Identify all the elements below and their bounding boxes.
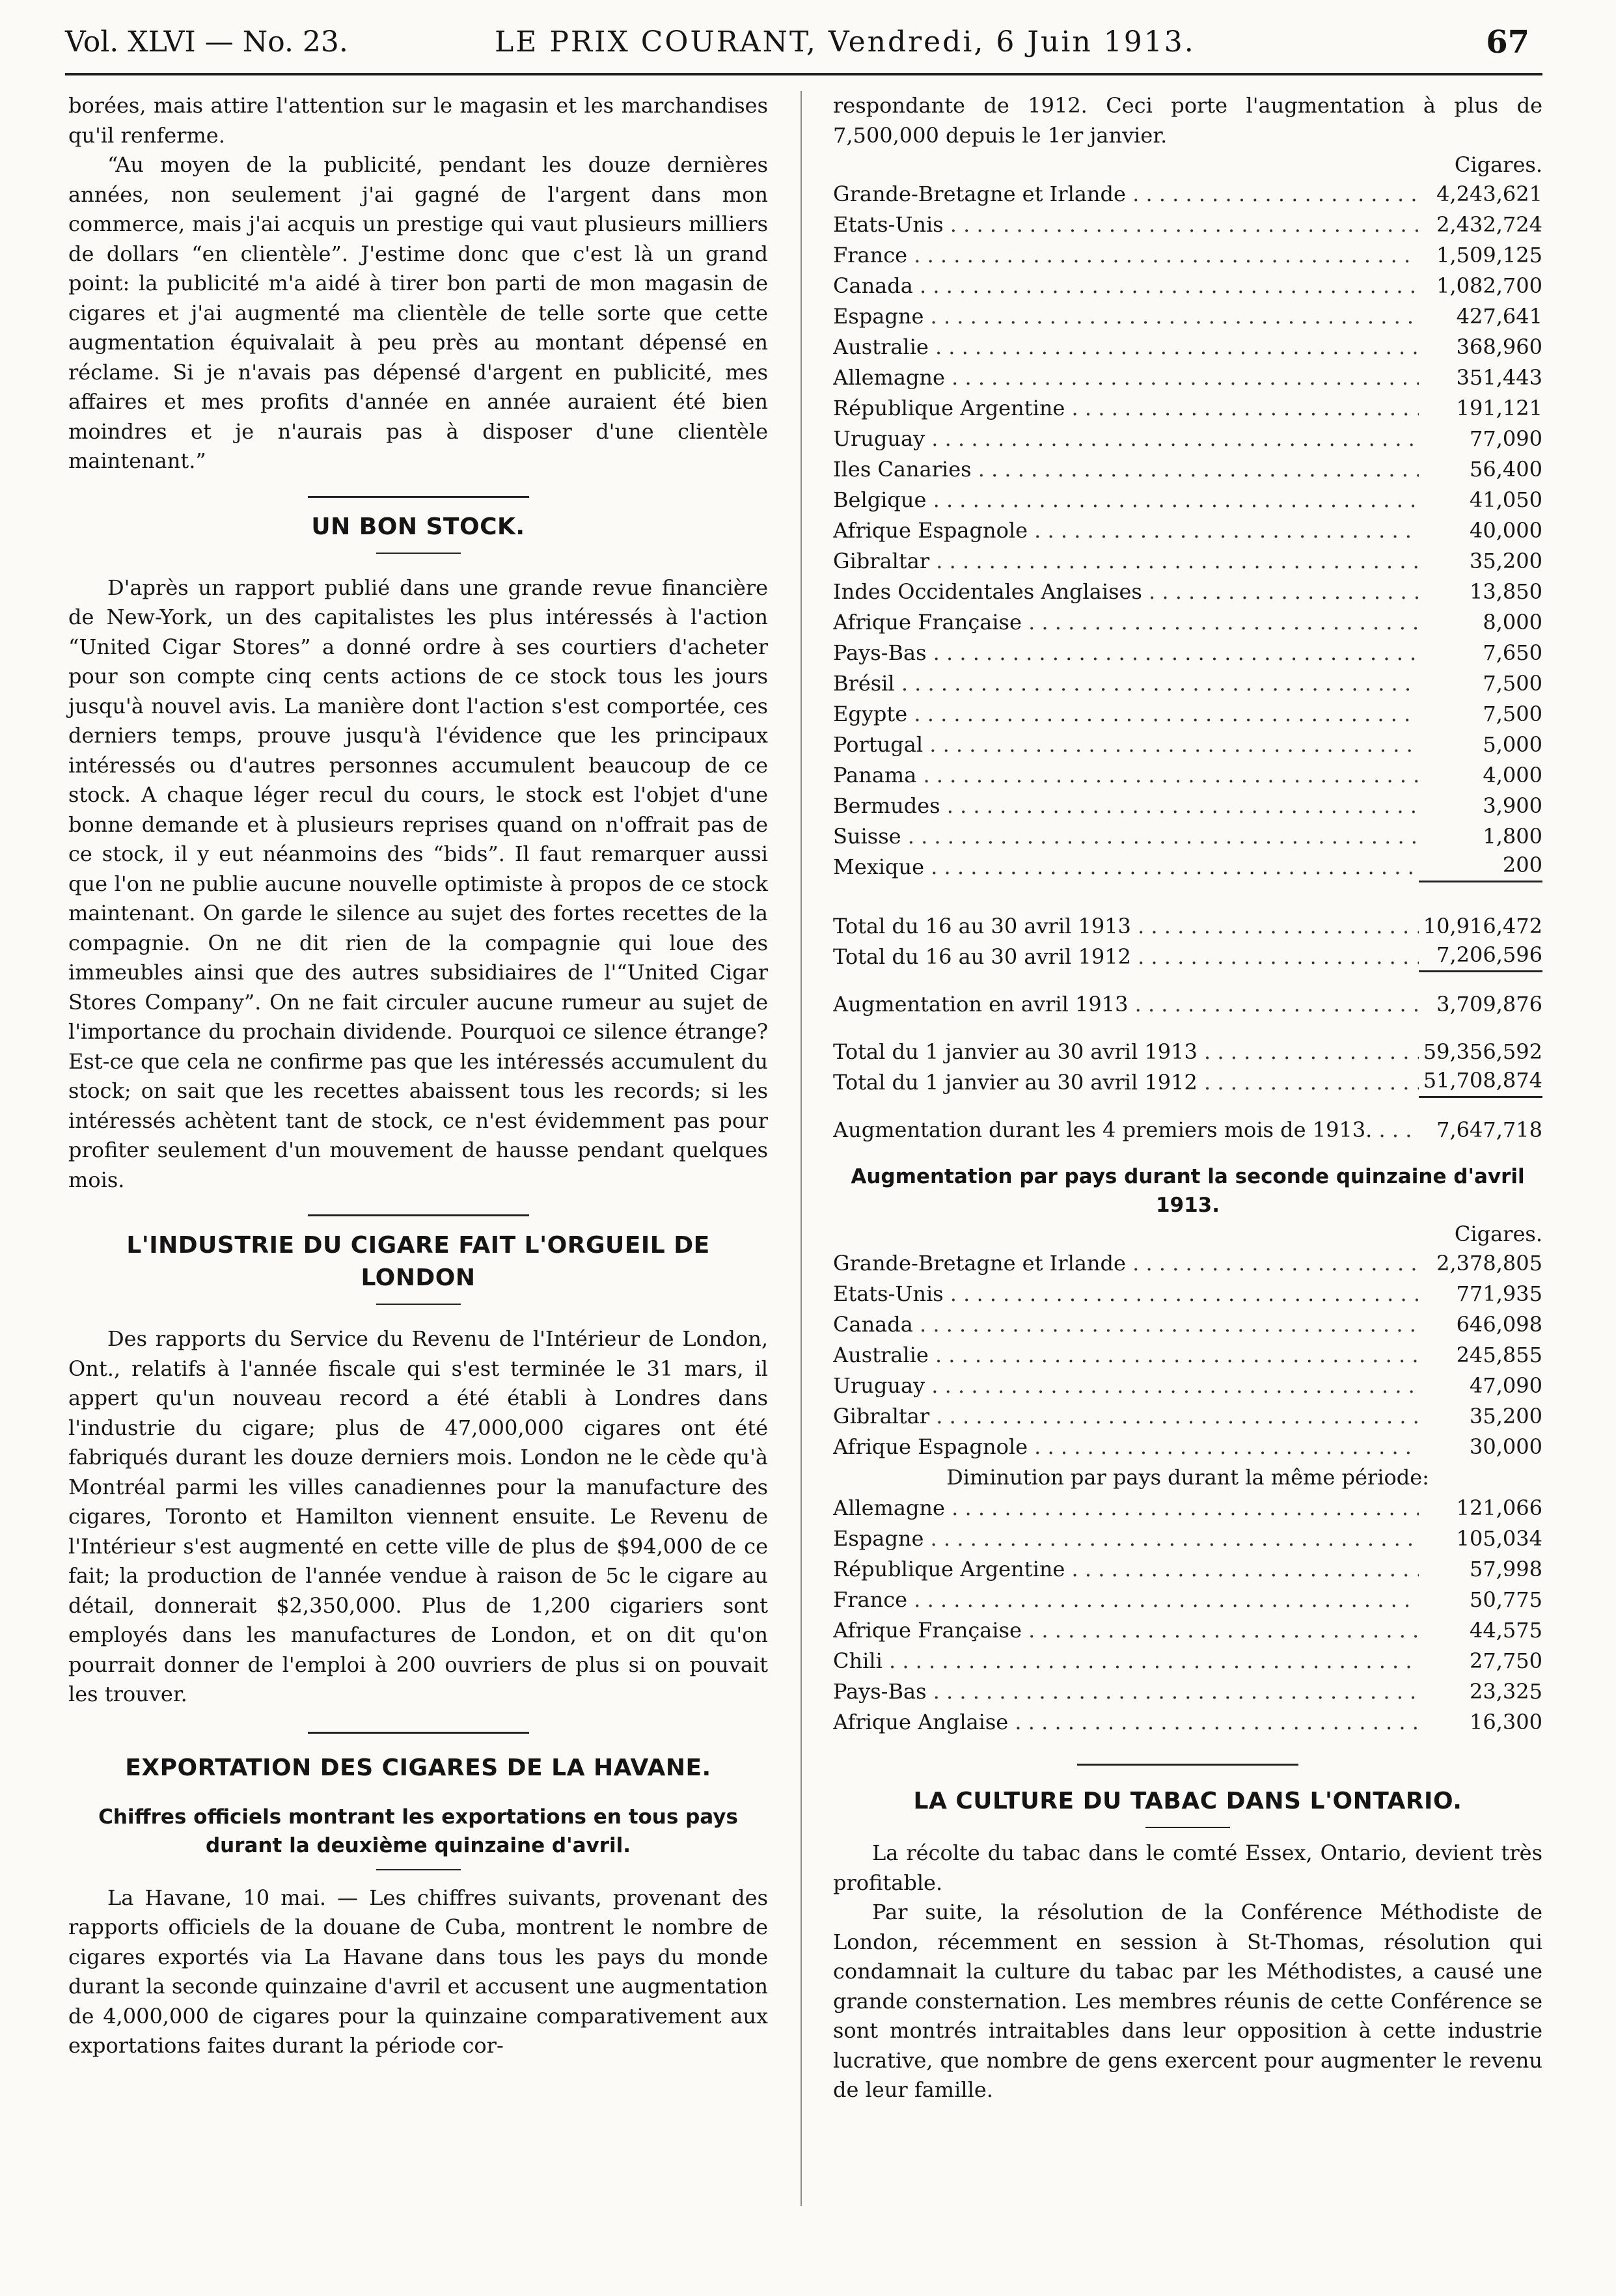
table-row	[833, 791, 1542, 821]
article-culture-tabac-p2: Par suite, la résolution de la Conférence Méthodiste de London, récemment en session à St-Thomas, résolution qui condamnait la culture du tabac par les Méthodistes, a causé une grande consternation. Les membres réunis de cette Conférence se sont montrés intraitables dans leur opposition à cette industrie lucrative, que nombre de gens exercent pour augmenter le revenu de leur famille.	[833, 1900, 1542, 2102]
row-value: 351,443	[1456, 365, 1542, 390]
table-row	[833, 1371, 1542, 1401]
table-row	[833, 1707, 1542, 1738]
table-unit-header: Cigares.	[1454, 152, 1542, 177]
table-row	[833, 210, 1542, 240]
table-row	[833, 1646, 1542, 1676]
row-label: Total du 16 au 30 avril 1912 . . .	[833, 942, 1419, 972]
row-value: 35,200	[1470, 549, 1542, 573]
journal-title-date: LE PRIX COURANT, Vendredi, 6 Juin 1913.	[495, 25, 1196, 59]
table-row	[833, 1615, 1542, 1646]
row-label: Suisse . . .	[833, 821, 1419, 852]
article-industrie-cigare: Des rapports du Service du Revenu de l'Intérieur de London, Ont., relatifs à l'année fiscale qui s'est terminée le 31 mars, il appert qu'un nouveau record a été établi à Londres dans l'industrie du cigare; plus de 47,000,000 cigares ont été fabriqués durant les douze derniers mois. London ne le cède qu'à Montréal parmi les villes canadiennes pour la manufacture des cigares, Toronto et Hamilton viennent ensuite. Le Revenu de l'Intérieur s'est augmenté en cette ville de plus de $94,000 de ce fait; la production de l'année vendue à raison de 5c le cigare au détail, donnerait $2,350,000. Plus de 1,200 cigariers sont employés dans les manufactures de London, et on dit qu'on pourrait donner de l'emploi à 200 ouvriers de plus si on pouvait les trouver.	[68, 1326, 768, 1706]
table-row	[833, 699, 1542, 730]
table-row	[833, 821, 1542, 852]
table-row	[833, 1248, 1542, 1279]
table-row	[833, 760, 1542, 791]
table-row	[833, 301, 1542, 332]
article-bon-stock: D'après un rapport publié dans une grande revue financière de New-York, un des capitalistes les plus intéressés à l'action “United Cigar Stores” a donné ordre à ses courtiers d'acheter pour son compte cinq cents actions de ce stock tous les jours jusqu'à nouvel avis. La manière dont l'action s'est comportée, ces derniers temps, prouve jusqu'à l'évidence que les principaux intéressés ou d'autres personnes accumulent beaucoup de ce stock. A chaque léger recul du cours, le stock est l'objet d'une bonne demande et à plusieurs reprises quand on n'offrait pas de ce stock, il y eut néanmoins des “bids”. Il faut remarquer aussi que l'on ne publie aucune nouvelle optimiste à propos de ce stock maintenant. On garde le silence au sujet des fortes recettes de la compagnie. On ne dit rien de la compagnie qui loue des immeubles ainsi que des autres subsidiaires de l'“United Cigar Stores Company”. On ne fait circuler aucune rumeur au sujet de l'importance du prochain dividende. Pourquoi ce silence étrange? Est-ce que cela ne confirme pas que les intéressés accumulent du stock; on sait que les recettes abaissent tous les records; si les intéressés achètent tant de stock, ce n'est évidemment pas pour profiter seulement d'un mouvement de hausse pendant quelques mois.	[68, 575, 768, 1192]
row-label: Etats-Unis . . .	[833, 210, 1419, 240]
table-row	[833, 1401, 1542, 1432]
row-label: Total du 1 janvier au 30 avril 1912 . . .	[833, 1067, 1419, 1098]
table-row	[833, 1340, 1542, 1371]
row-value: 27,750	[1470, 1648, 1542, 1673]
row-value: 50,775	[1470, 1587, 1542, 1612]
row-value: 3,709,876	[1436, 992, 1542, 1017]
table-row	[833, 179, 1542, 210]
row-label: Etats-Unis . . .	[833, 1279, 1419, 1309]
row-label: Bermudes . . .	[833, 791, 1419, 821]
table-row	[833, 1493, 1542, 1524]
table-row	[833, 485, 1542, 515]
table-row	[833, 638, 1542, 668]
row-label: Uruguay . . .	[833, 1371, 1419, 1401]
row-value: 44,575	[1470, 1618, 1542, 1643]
row-label: Espagne . . .	[833, 1524, 1419, 1554]
row-label: Afrique Française . . .	[833, 1615, 1419, 1646]
row-label: Pays-Bas . . .	[833, 638, 1419, 668]
row-value: 16,300	[1470, 1710, 1542, 1734]
row-value: 368,960	[1456, 335, 1542, 359]
row-value: 771,935	[1456, 1281, 1542, 1306]
intro-quote: “Au moyen de la publicité, pendant les douze dernières années, non seulement j'ai gagné de l'argent dans mon commerce, mais j'ai acquis un prestige qui vaut plusieurs milliers de dollars “en clientèle”. J'estime donc que c'est là un grand point: la publicité m'a aidé à tirer bon parti de mon magasin de cigares et j'ai augmenté ma clientèle de telle sorte que cette augmentation équivalait à peu près au montant dépensé en réclame. Si je n'avais pas dépensé d'argent en publicité, mes affaires et mes profits d'année en année auraient été bien moindres et je n'aurais pas à disposer d'une clientèle maintenant.”	[68, 152, 768, 473]
row-value: 41,050	[1470, 487, 1542, 512]
table-row	[833, 942, 1542, 972]
table-row	[833, 852, 1542, 882]
row-label: Total du 16 au 30 avril 1913 . . .	[833, 911, 1419, 942]
table2-title: Augmentation par pays durant la seconde quinzaine d'avril 1913.	[851, 1165, 1525, 1217]
row-label: Afrique Française . . .	[833, 607, 1419, 638]
masthead	[65, 20, 1529, 65]
row-value: 77,090	[1470, 426, 1542, 451]
row-value: 35,200	[1470, 1404, 1542, 1428]
row-label: Mexique . . .	[833, 852, 1419, 882]
row-value: 4,000	[1483, 763, 1542, 787]
article-culture-tabac-p1: La récolte du tabac dans le comté Essex, Ontario, devient très profitable.	[833, 1840, 1542, 1895]
row-label: Uruguay . . .	[833, 424, 1419, 454]
row-value: 7,650	[1483, 640, 1542, 665]
column-divider	[801, 91, 802, 2206]
exports-by-country-table	[833, 179, 1542, 882]
table-row	[833, 240, 1542, 271]
table-row	[833, 668, 1542, 699]
row-value: 59,356,592	[1423, 1039, 1542, 1064]
volume-number: Vol. XLVI — No. 23.	[65, 25, 348, 59]
row-label: Canada . . .	[833, 1309, 1419, 1340]
intro-continuation: borées, mais attire l'attention sur le magasin et les marchandises qu'il renferme.	[68, 93, 768, 148]
section-title-industrie-cigare: L'INDUSTRIE DU CIGARE FAIT L'ORGUEIL DE LONDON	[126, 1232, 710, 1291]
row-value: 2,378,805	[1436, 1251, 1542, 1276]
table-row	[833, 1554, 1542, 1585]
row-label: France . . .	[833, 1585, 1419, 1615]
row-label: Egypte . . .	[833, 699, 1419, 730]
row-value: 1,082,700	[1436, 273, 1542, 298]
table-row	[833, 577, 1542, 607]
row-label: Panama . . .	[833, 760, 1419, 791]
row-value: 191,121	[1456, 396, 1542, 420]
row-label: Australie . . .	[833, 1340, 1419, 1371]
table-row	[833, 515, 1542, 546]
table-row	[833, 607, 1542, 638]
row-label: Canada . . .	[833, 271, 1419, 301]
table-row	[833, 1279, 1542, 1309]
row-value: 646,098	[1456, 1312, 1542, 1337]
row-label: Grande-Bretagne et Irlande . . .	[833, 1248, 1419, 1279]
table-row	[833, 393, 1542, 424]
table-row	[833, 1309, 1542, 1340]
totals-table	[833, 911, 1542, 1145]
increase-by-country-table	[833, 1248, 1542, 1462]
row-label: Augmentation en avril 1913 . . .	[833, 989, 1419, 1020]
row-label: Afrique Espagnole . . .	[833, 515, 1419, 546]
row-value: 3,900	[1483, 793, 1542, 818]
table-row	[833, 1585, 1542, 1615]
row-value: 105,034	[1456, 1526, 1542, 1551]
section-title-bon-stock: UN BON STOCK.	[311, 513, 525, 540]
row-label: Afrique Espagnole . . .	[833, 1432, 1419, 1462]
row-value: 10,916,472	[1423, 914, 1542, 938]
row-label: Brésil . . .	[833, 668, 1419, 699]
row-value: 7,500	[1483, 671, 1542, 696]
row-label: Allemagne . . .	[833, 362, 1419, 393]
table-row	[833, 1524, 1542, 1554]
header-rule	[65, 73, 1542, 75]
row-value: 47,090	[1470, 1373, 1542, 1398]
row-label: République Argentine . . .	[833, 1554, 1419, 1585]
row-value: 245,855	[1456, 1343, 1542, 1367]
row-label: Gibraltar . . .	[833, 546, 1419, 577]
row-value: 57,998	[1470, 1557, 1542, 1581]
row-label: Iles Canaries . . .	[833, 454, 1419, 485]
row-value: 1,800	[1483, 824, 1542, 849]
row-value: 30,000	[1470, 1434, 1542, 1459]
row-label: Augmentation durant les 4 premiers mois de 1913. . . .	[833, 1115, 1419, 1145]
article-exportation-havane: La Havane, 10 mai. — Les chiffres suivants, provenant des rapports officiels de la douane de Cuba, montrent le nombre de cigares exportés via La Havane dans tous les pays du monde durant la seconde quinzaine d'avril et accusent une augmentation de 4,000,000 de cigares pour la quinzaine comparativement aux exportations faites durant la période cor-	[68, 1885, 768, 2058]
table-row	[833, 911, 1542, 942]
page-number: 67	[1486, 24, 1529, 61]
table-row	[833, 424, 1542, 454]
row-value: 7,647,718	[1436, 1117, 1542, 1142]
table-row	[833, 1115, 1542, 1145]
section-title-culture-tabac: LA CULTURE DU TABAC DANS L'ONTARIO.	[913, 1788, 1462, 1814]
row-label: Espagne . . .	[833, 301, 1419, 332]
row-value: 121,066	[1456, 1496, 1542, 1520]
section-title-exportation-havane: EXPORTATION DES CIGARES DE LA HAVANE.	[125, 1754, 711, 1781]
left-column	[68, 91, 768, 2061]
row-label: Gibraltar . . .	[833, 1401, 1419, 1432]
section-subtitle-exportation: Chiffres officiels montrant les exportations en tous pays durant la deuxième quinzaine d'avril.	[98, 1805, 738, 1857]
row-label: République Argentine . . .	[833, 393, 1419, 424]
row-label: Chili . . .	[833, 1646, 1419, 1676]
table-row	[833, 546, 1542, 577]
table3-title: Diminution par pays durant la même période:	[946, 1465, 1429, 1490]
row-value: 51,708,874	[1419, 1065, 1542, 1098]
row-value: 200	[1419, 850, 1542, 882]
row-label: Australie . . .	[833, 332, 1419, 362]
row-value: 7,500	[1483, 702, 1542, 726]
row-value: 1,509,125	[1436, 243, 1542, 267]
table-row	[833, 730, 1542, 760]
article-continuation: respondante de 1912. Ceci porte l'augmentation à plus de 7,500,000 depuis le 1er janvier.	[833, 93, 1542, 148]
table-row	[833, 989, 1542, 1020]
row-label: Afrique Anglaise . . .	[833, 1707, 1419, 1738]
table-row	[833, 271, 1542, 301]
table-row	[833, 362, 1542, 393]
table-row	[833, 1037, 1542, 1067]
row-value: 8,000	[1483, 610, 1542, 635]
row-label: Indes Occidentales Anglaises . . .	[833, 577, 1419, 607]
row-label: Pays-Bas . . .	[833, 1676, 1419, 1707]
row-value: 7,206,596	[1419, 940, 1542, 972]
row-value: 13,850	[1470, 579, 1542, 604]
table-row	[833, 1067, 1542, 1098]
row-value: 5,000	[1483, 732, 1542, 757]
table-row	[833, 1432, 1542, 1462]
table-row	[833, 332, 1542, 362]
row-label: Portugal . . .	[833, 730, 1419, 760]
row-value: 427,641	[1456, 304, 1542, 329]
row-value: 56,400	[1470, 457, 1542, 482]
row-value: 23,325	[1470, 1679, 1542, 1704]
table-row	[833, 454, 1542, 485]
table2-unit-header: Cigares.	[1454, 1222, 1542, 1246]
table-row	[833, 1676, 1542, 1707]
row-value: 4,243,621	[1436, 182, 1542, 206]
row-label: Allemagne . . .	[833, 1493, 1419, 1524]
row-value: 2,432,724	[1436, 212, 1542, 237]
row-value: 40,000	[1470, 518, 1542, 543]
right-column	[833, 91, 1542, 2105]
row-label: Grande-Bretagne et Irlande . . .	[833, 179, 1419, 210]
row-label: France . . .	[833, 240, 1419, 271]
decrease-by-country-table	[833, 1493, 1542, 1738]
row-label: Belgique . . .	[833, 485, 1419, 515]
row-label: Total du 1 janvier au 30 avril 1913 . . .	[833, 1037, 1419, 1067]
